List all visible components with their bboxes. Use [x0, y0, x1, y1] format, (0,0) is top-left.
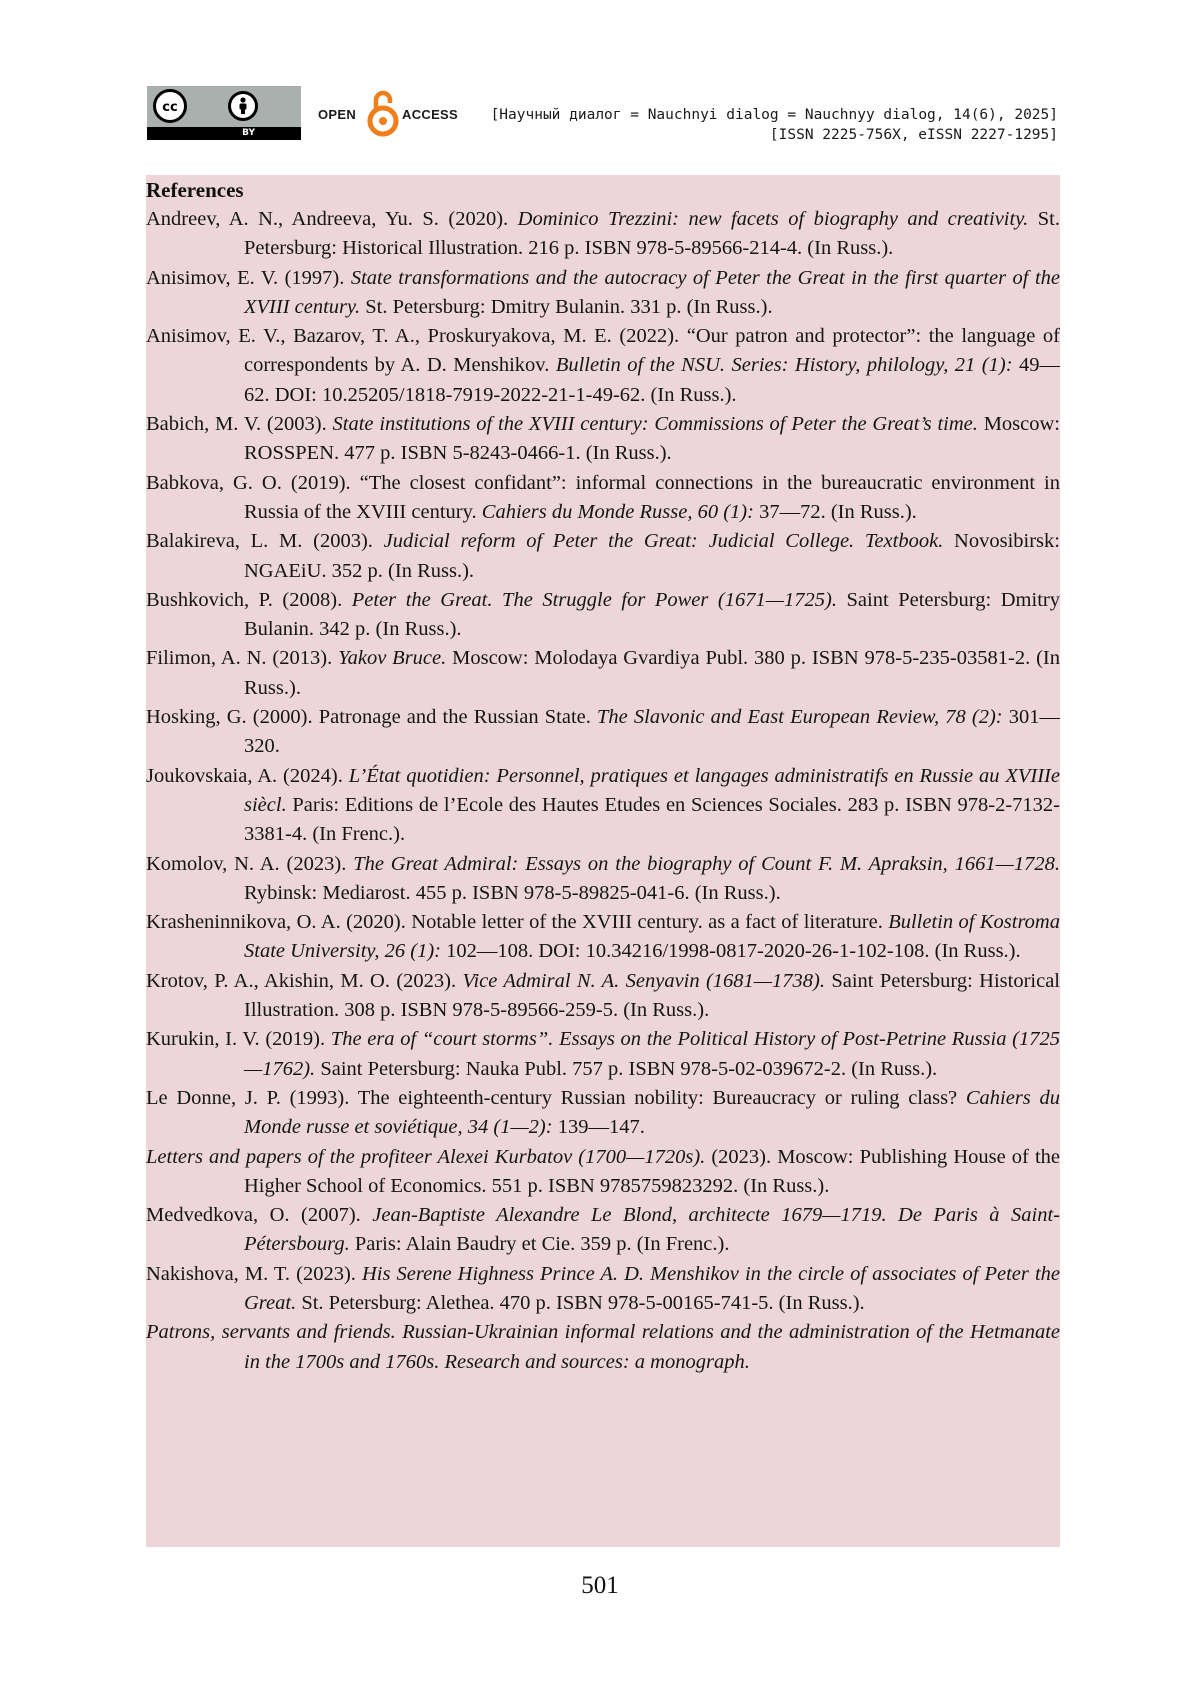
- reference-authors: Babkova, G. O. (2019). “The closest confidant”: informal connections in the bureaucratic environment in Russia of the XVIII century.: [146, 471, 1060, 523]
- reference-authors: Balakireva, L. M. (2003).: [146, 530, 384, 553]
- attribution-person-icon: [228, 91, 258, 121]
- reference-title: State transformations and the autocracy of Peter the Great in the first quarter of the XVIII century.: [244, 266, 1060, 318]
- reference-details: (2023). Moscow: Publishing House of the Higher School of Economics. 551 p. ISBN 9785759823292. (In Russ.).: [244, 1145, 1060, 1197]
- reference-details: 301—320.: [244, 706, 1060, 758]
- reference-details: St. Petersburg: Dmitry Bulanin. 331 p. (In Russ.).: [360, 295, 773, 318]
- reference-entry: [146, 205, 1060, 264]
- open-access-logo: [318, 88, 458, 138]
- reference-entry: [146, 850, 1060, 909]
- journal-issn: [ISSN 2225-756X, eISSN 2227-1295]: [769, 127, 1058, 143]
- reference-details: Saint Petersburg: Nauka Publ. 757 p. ISBN 978-5-02-039672-2. (In Russ.).: [315, 1057, 938, 1080]
- open-lock-icon: [365, 88, 401, 138]
- reference-entry: [146, 762, 1060, 850]
- reference-authors: Babich, M. V. (2003).: [146, 413, 333, 436]
- reference-title: Dominico Trezzini: new facets of biography and creativity.: [517, 208, 1029, 230]
- reference-entry: [146, 1084, 1060, 1143]
- references-heading: References: [146, 178, 244, 202]
- cc-icon: [153, 89, 187, 123]
- references-section: [146, 175, 1060, 1547]
- reference-authors: Nakishova, M. T. (2023).: [146, 1262, 362, 1285]
- reference-details: Saint Petersburg: Dmitry Bulanin. 342 p. (In Russ.).: [244, 588, 1060, 641]
- reference-entry: [146, 967, 1060, 1026]
- reference-title: Patrons, servants and friends. Russian-Ukrainian informal relations and the administration of the Hetmanate in the 1700s and 1760s. Research and sources: a monograph.: [146, 1321, 1060, 1373]
- page-number: 501: [581, 1572, 619, 1599]
- reference-title: The era of “court storms”. Essays on the Political History of Post-Petrine Russia (1725—1762).: [244, 1028, 1060, 1080]
- reference-title: Letters and papers of the profiteer Alexei Kurbatov (1700—1720s).: [146, 1145, 706, 1168]
- reference-authors: Anisimov, E. V. (1997).: [146, 266, 351, 289]
- reference-authors: Filimon, A. N. (2013).: [146, 647, 339, 670]
- reference-title: Bulletin of the NSU. Series: History, philology, 21 (1):: [555, 354, 1013, 377]
- reference-details: Novosibirsk: NGAEiU. 352 p. (In Russ.).: [244, 530, 1060, 582]
- reference-details: Paris: Alain Baudry et Cie. 359 p. (In Frenc.).: [349, 1233, 730, 1256]
- reference-authors: Medvedkova, O. (2007).: [146, 1204, 373, 1227]
- reference-entry: [146, 1201, 1060, 1260]
- reference-title: Cahiers du Monde russe et soviétique, 34 (1—2):: [244, 1086, 1060, 1139]
- reference-title: Bulletin of Kostroma State University, 26 (1):: [244, 911, 1060, 963]
- journal-info: [491, 105, 1058, 145]
- reference-authors: Anisimov, E. V., Bazarov, T. A., Proskuryakova, M. E. (2022). “Our patron and protector”: the language of correspondents by A. D. Menshikov.: [146, 325, 1060, 377]
- reference-entry: [146, 469, 1060, 528]
- reference-title: The Great Admiral: Essays on the biography of Count F. M. Apraksin, 1661—1728.: [353, 852, 1060, 875]
- reference-details: Paris: Editions de l’Ecole des Hautes Etudes en Sciences Sociales. 283 p. ISBN 978-2-7132-3381-4. (In Frenc.).: [244, 793, 1060, 846]
- reference-title: Vice Admiral N. A. Senyavin (1681—1738).: [462, 969, 825, 992]
- cc-by-license-badge[interactable]: [147, 86, 301, 140]
- reference-title: Cahiers du Monde Russe, 60 (1):: [481, 500, 754, 523]
- reference-details: 37—72. (In Russ.).: [753, 500, 917, 523]
- reference-entry: [146, 1260, 1060, 1319]
- reference-authors: Bushkovich, P. (2008).: [146, 588, 352, 611]
- reference-details: Moscow: ROSSPEN. 477 p. ISBN 5-8243-0466-1. (In Russ.).: [244, 413, 1060, 465]
- reference-title: Judicial reform of Peter the Great: Judicial College. Textbook.: [383, 530, 944, 553]
- reference-authors: Joukovskaia, A. (2024).: [146, 764, 349, 787]
- svg-text:cc: cc: [162, 100, 178, 115]
- reference-entry: [146, 1143, 1060, 1202]
- reference-title: The Slavonic and East European Review, 78 (2):: [597, 706, 1003, 729]
- reference-entry: [146, 264, 1060, 323]
- reference-details: 139—147.: [552, 1116, 645, 1139]
- reference-title: Peter the Great. The Struggle for Power (1671—1725).: [351, 588, 837, 611]
- reference-authors: Le Donne, J. P. (1993). The eighteenth-century Russian nobility: Bureaucracy or ruling class?: [146, 1086, 966, 1109]
- references-list: [146, 205, 1060, 1377]
- reference-authors: Krotov, P. A., Akishin, M. O. (2023).: [146, 969, 463, 992]
- reference-entry: [146, 703, 1060, 762]
- badge-by-label: BY: [242, 128, 255, 138]
- reference-title: Yakov Bruce.: [338, 647, 447, 670]
- reference-details: 102—108. DOI: 10.34216/1998-0817-2020-26-1-102-108. (In Russ.).: [440, 940, 1021, 963]
- reference-details: Saint Petersburg: Historical Illustration. 308 p. ISBN 978-5-89566-259-5. (In Russ.).: [244, 969, 1061, 1022]
- reference-authors: Kurukin, I. V. (2019).: [146, 1028, 331, 1051]
- open-access-right: ACCESS: [402, 107, 458, 122]
- reference-entry: [146, 644, 1060, 703]
- reference-authors: Krasheninnikova, O. A. (2020). Notable letter of the XVIII century. as a fact of literature.: [146, 911, 889, 934]
- reference-details: St. Petersburg: Historical Illustration. 216 p. ISBN 978-5-89566-214-4. (In Russ.).: [244, 208, 1060, 260]
- reference-entry: [146, 1318, 1060, 1377]
- reference-authors: Hosking, G. (2000). Patronage and the Russian State.: [146, 706, 598, 729]
- journal-citation: [Научный диалог = Nauchnyi dialog = Nauchnyy dialog, 14(6), 2025]: [490, 107, 1058, 123]
- reference-title: His Serene Highness Prince A. D. Menshikov in the circle of associates of Peter the Great.: [244, 1262, 1060, 1314]
- reference-details: 49—62. DOI: 10.25205/1818-7919-2022-21-1-49-62. (In Russ.).: [244, 354, 1061, 406]
- reference-entry: [146, 322, 1060, 410]
- reference-authors: Andreev, A. N., Andreeva, Yu. S. (2020).: [146, 208, 518, 230]
- reference-details: Rybinsk: Mediarost. 455 p. ISBN 978-5-89825-041-6. (In Russ.).: [244, 881, 781, 904]
- reference-details: Moscow: Molodaya Gvardiya Publ. 380 p. ISBN 978-5-235-03581-2. (In Russ.).: [244, 647, 1060, 699]
- reference-authors: Komolov, N. A. (2023).: [146, 852, 354, 875]
- reference-title: State institutions of the XVIII century: Commissions of Peter the Great’s time.: [332, 413, 978, 436]
- reference-entry: [146, 527, 1060, 586]
- reference-entry: [146, 586, 1060, 645]
- reference-entry: [146, 1025, 1060, 1084]
- reference-title: Jean-Baptiste Alexandre Le Blond, architecte 1679—1719. De Paris à Saint-Pétersbourg.: [244, 1204, 1060, 1256]
- reference-title: L’État quotidien: Personnel, pratiques et langages administratifs en Russie au XVIIIe siècl.: [244, 764, 1060, 816]
- reference-entry: [146, 908, 1060, 967]
- reference-entry: [146, 410, 1060, 469]
- reference-details: St. Petersburg: Alethea. 470 p. ISBN 978-5-00165-741-5. (In Russ.).: [296, 1291, 865, 1314]
- open-access-left: OPEN: [318, 107, 357, 122]
